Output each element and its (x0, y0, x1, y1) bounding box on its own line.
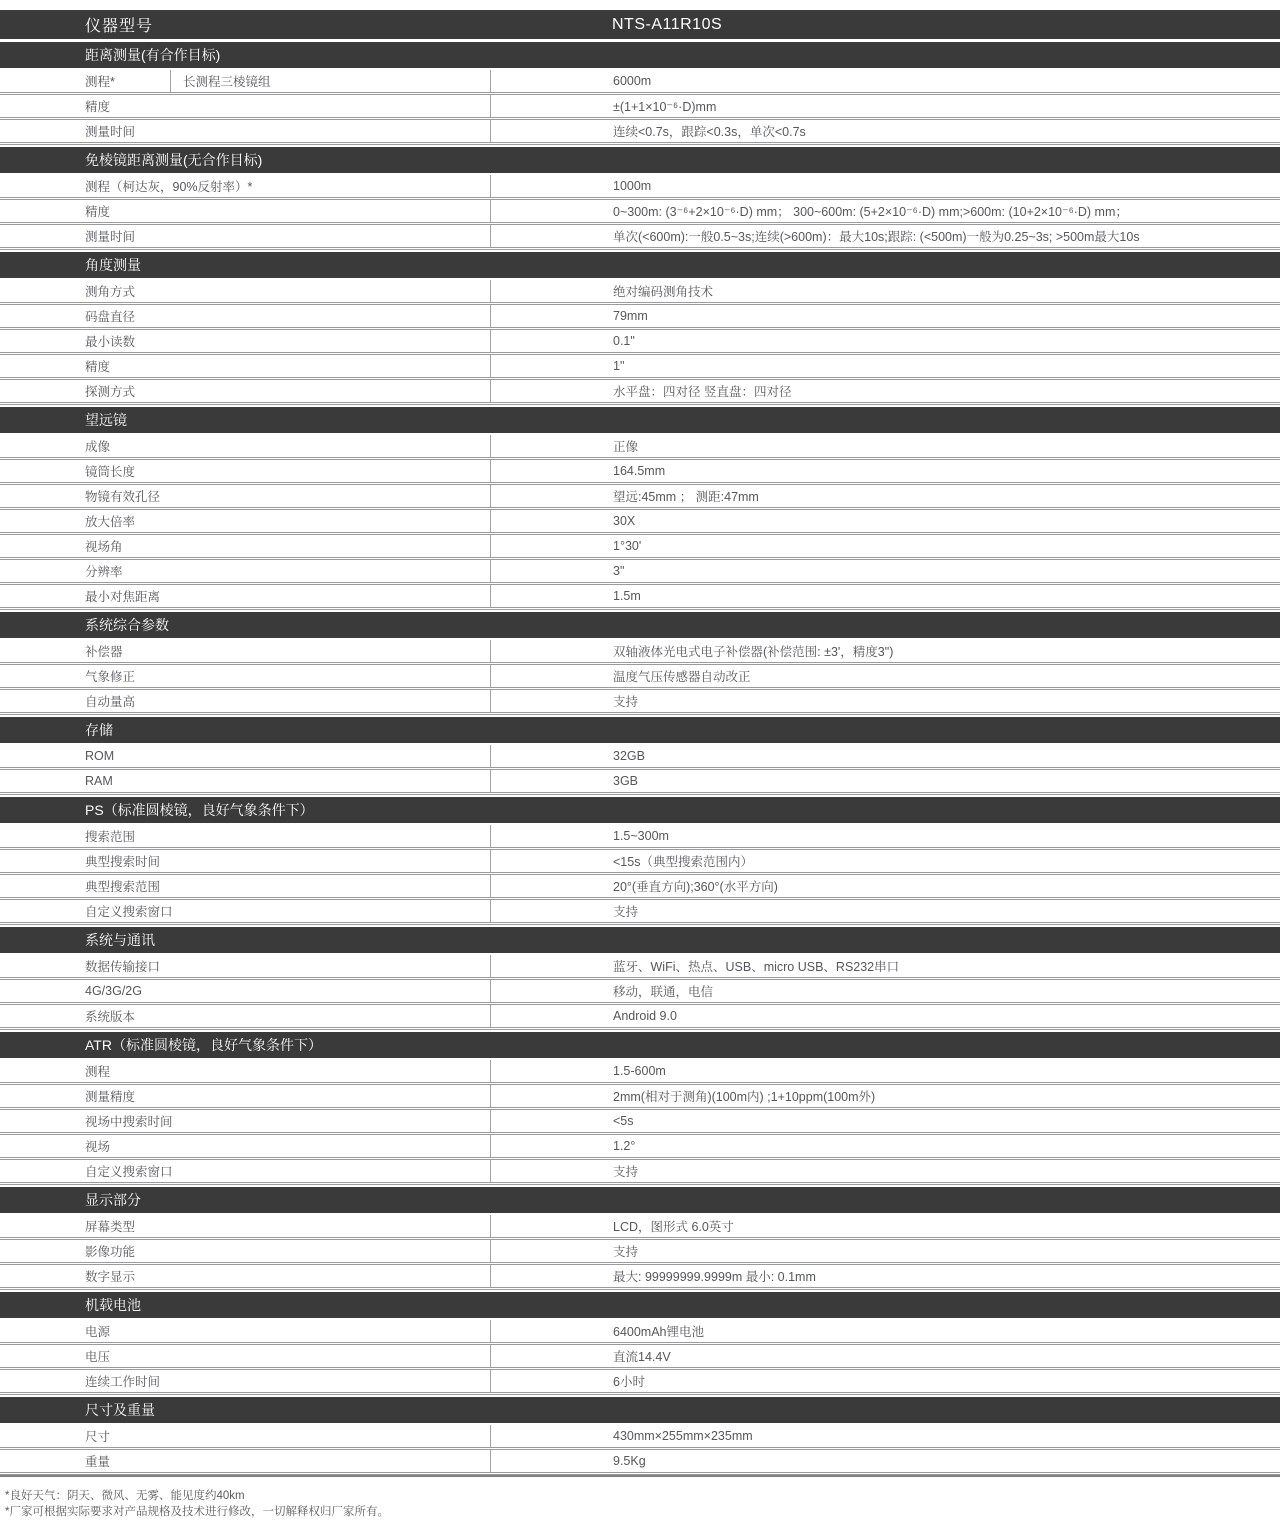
spec-label: 尺寸 (85, 1430, 111, 1444)
spec-label: 自动量高 (85, 695, 136, 709)
spec-label: 自定义搜索窗口 (85, 905, 173, 919)
spec-label: 测程* (85, 75, 115, 89)
section-title: 显示部分 (85, 1192, 141, 1208)
section-header (0, 717, 1280, 743)
spec-value: <15s（典型搜索范围内） (490, 850, 1280, 872)
spec-value: 1" (490, 355, 1280, 377)
section-title: 望远镜 (85, 412, 127, 428)
spec-row (0, 510, 1280, 535)
spec-table (0, 10, 1280, 1477)
spec-label: 4G/3G/2G (85, 984, 142, 998)
spec-row (0, 95, 1280, 120)
spec-row (0, 120, 1280, 145)
spec-row (0, 1345, 1280, 1370)
spec-label: 精度 (85, 100, 111, 114)
spec-row (0, 1135, 1280, 1160)
footnotes (5, 1488, 1280, 1520)
spec-row (0, 850, 1280, 875)
spec-label: 探测方式 (85, 385, 136, 399)
spec-value: LCD，图形式 6.0英寸 (490, 1215, 1280, 1237)
section-title: 免棱镜距离测量(无合作目标) (85, 152, 263, 168)
spec-row (0, 745, 1280, 770)
section-header (0, 1397, 1280, 1423)
spec-value: 移动，联通，电信 (490, 980, 1280, 1002)
spec-row (0, 955, 1280, 980)
spec-value: <5s (490, 1110, 1280, 1132)
spec-value: 水平盘：四对径 竖直盘：四对径 (490, 380, 1280, 402)
spec-label: 测角方式 (85, 285, 136, 299)
spec-label: 最小读数 (85, 335, 136, 349)
table-body (0, 42, 1280, 1475)
spec-label: 气象修正 (85, 670, 136, 684)
spec-row (0, 70, 1280, 95)
spec-label: 重量 (85, 1455, 111, 1469)
section-title: 存储 (85, 722, 113, 738)
spec-label: 测量精度 (85, 1090, 136, 1104)
spec-value: 正像 (490, 435, 1280, 457)
section-title: 机载电池 (85, 1297, 141, 1313)
spec-row (0, 1060, 1280, 1085)
spec-label: 补偿器 (85, 645, 123, 659)
spec-value: 32GB (490, 745, 1280, 767)
spec-row (0, 1370, 1280, 1395)
spec-label: 测量时间 (85, 125, 136, 139)
section-header (0, 1187, 1280, 1213)
section-header (0, 1032, 1280, 1058)
spec-row (0, 1215, 1280, 1240)
spec-value: 温度气压传感器自动改正 (490, 665, 1280, 687)
footnote-disclaimer: *厂家可根据实际要求对产品规格及技术进行修改，一切解释权归厂家所有。 (5, 1506, 389, 1518)
spec-row (0, 825, 1280, 850)
spec-value: 2mm(相对于测角)(100m内) ;1+10ppm(100m外) (490, 1085, 1280, 1107)
spec-value: 30X (490, 510, 1280, 532)
spec-sublabel: 长测程三棱镜组 (170, 70, 490, 92)
spec-label: 数据传输接口 (85, 960, 161, 974)
spec-label: 视场角 (85, 540, 123, 554)
spec-value: 支持 (490, 1240, 1280, 1262)
spec-row (0, 1450, 1280, 1475)
spec-row (0, 460, 1280, 485)
spec-row (0, 1240, 1280, 1265)
spec-row (0, 690, 1280, 715)
spec-value: 1.5-600m (490, 1060, 1280, 1082)
section-title: PS（标准圆棱镜，良好气象条件下） (85, 802, 314, 818)
spec-value: 3" (490, 560, 1280, 582)
spec-row (0, 305, 1280, 330)
spec-label: 成像 (85, 440, 111, 454)
spec-row (0, 770, 1280, 795)
spec-row (0, 980, 1280, 1005)
spec-value: ±(1+1×10⁻⁶·D)mm (490, 95, 1280, 117)
spec-row (0, 560, 1280, 585)
spec-row (0, 435, 1280, 460)
spec-label: 自定义搜索窗口 (85, 1165, 173, 1179)
section-header (0, 927, 1280, 953)
table-header-row (0, 10, 1280, 39)
section-title: 距离测量(有合作目标) (85, 47, 221, 63)
spec-label: 数字显示 (85, 1270, 136, 1284)
spec-row (0, 900, 1280, 925)
spec-value: 支持 (490, 1160, 1280, 1182)
spec-value: 单次(<600m):一般0.5~3s;连续(>600m)：最大10s;跟踪: (<500m)一般为0.25~3s; >500m最大10s (490, 225, 1280, 247)
spec-label: 连续工作时间 (85, 1375, 161, 1389)
spec-row (0, 1085, 1280, 1110)
section-header (0, 407, 1280, 433)
spec-label: RAM (85, 774, 113, 788)
spec-row (0, 1425, 1280, 1450)
spec-row (0, 380, 1280, 405)
spec-row (0, 225, 1280, 250)
spec-value: 连续<0.7s，跟踪<0.3s，单次<0.7s (490, 120, 1280, 142)
spec-value: 6400mAh锂电池 (490, 1320, 1280, 1342)
spec-label: 视场中搜索时间 (85, 1115, 173, 1129)
spec-value: 1.2° (490, 1135, 1280, 1157)
spec-value: 79mm (490, 305, 1280, 327)
spec-value: 6000m (490, 70, 1280, 92)
spec-label: 分辨率 (85, 565, 123, 579)
section-title: 系统综合参数 (85, 617, 169, 633)
spec-label: 典型搜索范围 (85, 880, 161, 894)
spec-value: Android 9.0 (490, 1005, 1280, 1027)
spec-label: 测程（柯达灰，90%反射率）* (85, 180, 253, 194)
spec-value: 直流14.4V (490, 1345, 1280, 1367)
spec-value: 双轴液体光电式电子补偿器(补偿范围: ±3'，精度3") (490, 640, 1280, 662)
spec-row (0, 200, 1280, 225)
spec-row (0, 175, 1280, 200)
spec-row (0, 1160, 1280, 1185)
spec-row (0, 585, 1280, 610)
spec-label: 码盘直径 (85, 310, 136, 324)
spec-label: 物镜有效孔径 (85, 490, 161, 504)
spec-value: 164.5mm (490, 460, 1280, 482)
spec-value: 支持 (490, 900, 1280, 922)
spec-value: 蓝牙、WiFi、热点、USB、micro USB、RS232串口 (490, 955, 1280, 977)
spec-value: 6小时 (490, 1370, 1280, 1392)
section-header (0, 797, 1280, 823)
spec-label: 精度 (85, 360, 111, 374)
spec-value: 0~300m: (3⁻⁶+2×10⁻⁶·D) mm； 300~600m: (5+2×10⁻⁶·D) mm;>600m: (10+2×10⁻⁶·D) mm； (490, 200, 1280, 222)
spec-row (0, 485, 1280, 510)
spec-value: 20°(垂直方向);360°(水平方向) (490, 875, 1280, 897)
spec-row (0, 1110, 1280, 1135)
spec-value: 1000m (490, 175, 1280, 197)
spec-row (0, 1320, 1280, 1345)
spec-value: 0.1" (490, 330, 1280, 352)
spec-label: 视场 (85, 1140, 111, 1154)
spec-row (0, 665, 1280, 690)
spec-label: 镜筒长度 (85, 465, 136, 479)
section-header (0, 147, 1280, 173)
spec-label: 测量时间 (85, 230, 136, 244)
spec-value: 绝对编码测角技术 (490, 280, 1280, 302)
spec-value: 3GB (490, 770, 1280, 792)
spec-label: 系统版本 (85, 1010, 136, 1024)
spec-label: 屏幕类型 (85, 1220, 136, 1234)
spec-value: 9.5Kg (490, 1450, 1280, 1472)
spec-row (0, 640, 1280, 665)
spec-value: 430mm×255mm×235mm (490, 1425, 1280, 1447)
spec-value: 望远:45mm ； 测距:47mm (490, 485, 1280, 507)
spec-label: 搜索范围 (85, 830, 136, 844)
spec-label: 放大倍率 (85, 515, 136, 529)
spec-value: 最大: 99999999.9999m 最小: 0.1mm (490, 1265, 1280, 1287)
spec-label: 最小对焦距离 (85, 590, 161, 604)
spec-label: ROM (85, 749, 115, 763)
section-header (0, 252, 1280, 278)
spec-row (0, 355, 1280, 380)
spec-value: 1.5~300m (490, 825, 1280, 847)
spec-label: 精度 (85, 205, 111, 219)
spec-value: 1.5m (490, 585, 1280, 607)
section-header (0, 42, 1280, 68)
section-title: 尺寸及重量 (85, 1402, 155, 1418)
spec-value: 1°30' (490, 535, 1280, 557)
spec-row (0, 535, 1280, 560)
spec-label: 电压 (85, 1350, 111, 1364)
spec-row (0, 1005, 1280, 1030)
section-title: 系统与通讯 (85, 932, 155, 948)
spec-row (0, 875, 1280, 900)
spec-value: 支持 (490, 690, 1280, 712)
section-title: ATR（标准圆棱镜，良好气象条件下） (85, 1037, 322, 1053)
spec-label: 典型搜索时间 (85, 855, 161, 869)
spec-row (0, 330, 1280, 355)
spec-row (0, 280, 1280, 305)
spec-label: 测程 (85, 1065, 111, 1079)
model-number: NTS-A11R10S (612, 15, 723, 33)
section-header (0, 612, 1280, 638)
footnote-weather: *良好天气：阴天、微风、无雾、能见度约40km (5, 1490, 245, 1502)
section-title: 角度测量 (85, 257, 141, 273)
spec-label: 电源 (85, 1325, 111, 1339)
spec-row (0, 1265, 1280, 1290)
spec-label: 影像功能 (85, 1245, 136, 1259)
section-header (0, 1292, 1280, 1318)
model-header-label: 仪器型号 (85, 18, 154, 35)
